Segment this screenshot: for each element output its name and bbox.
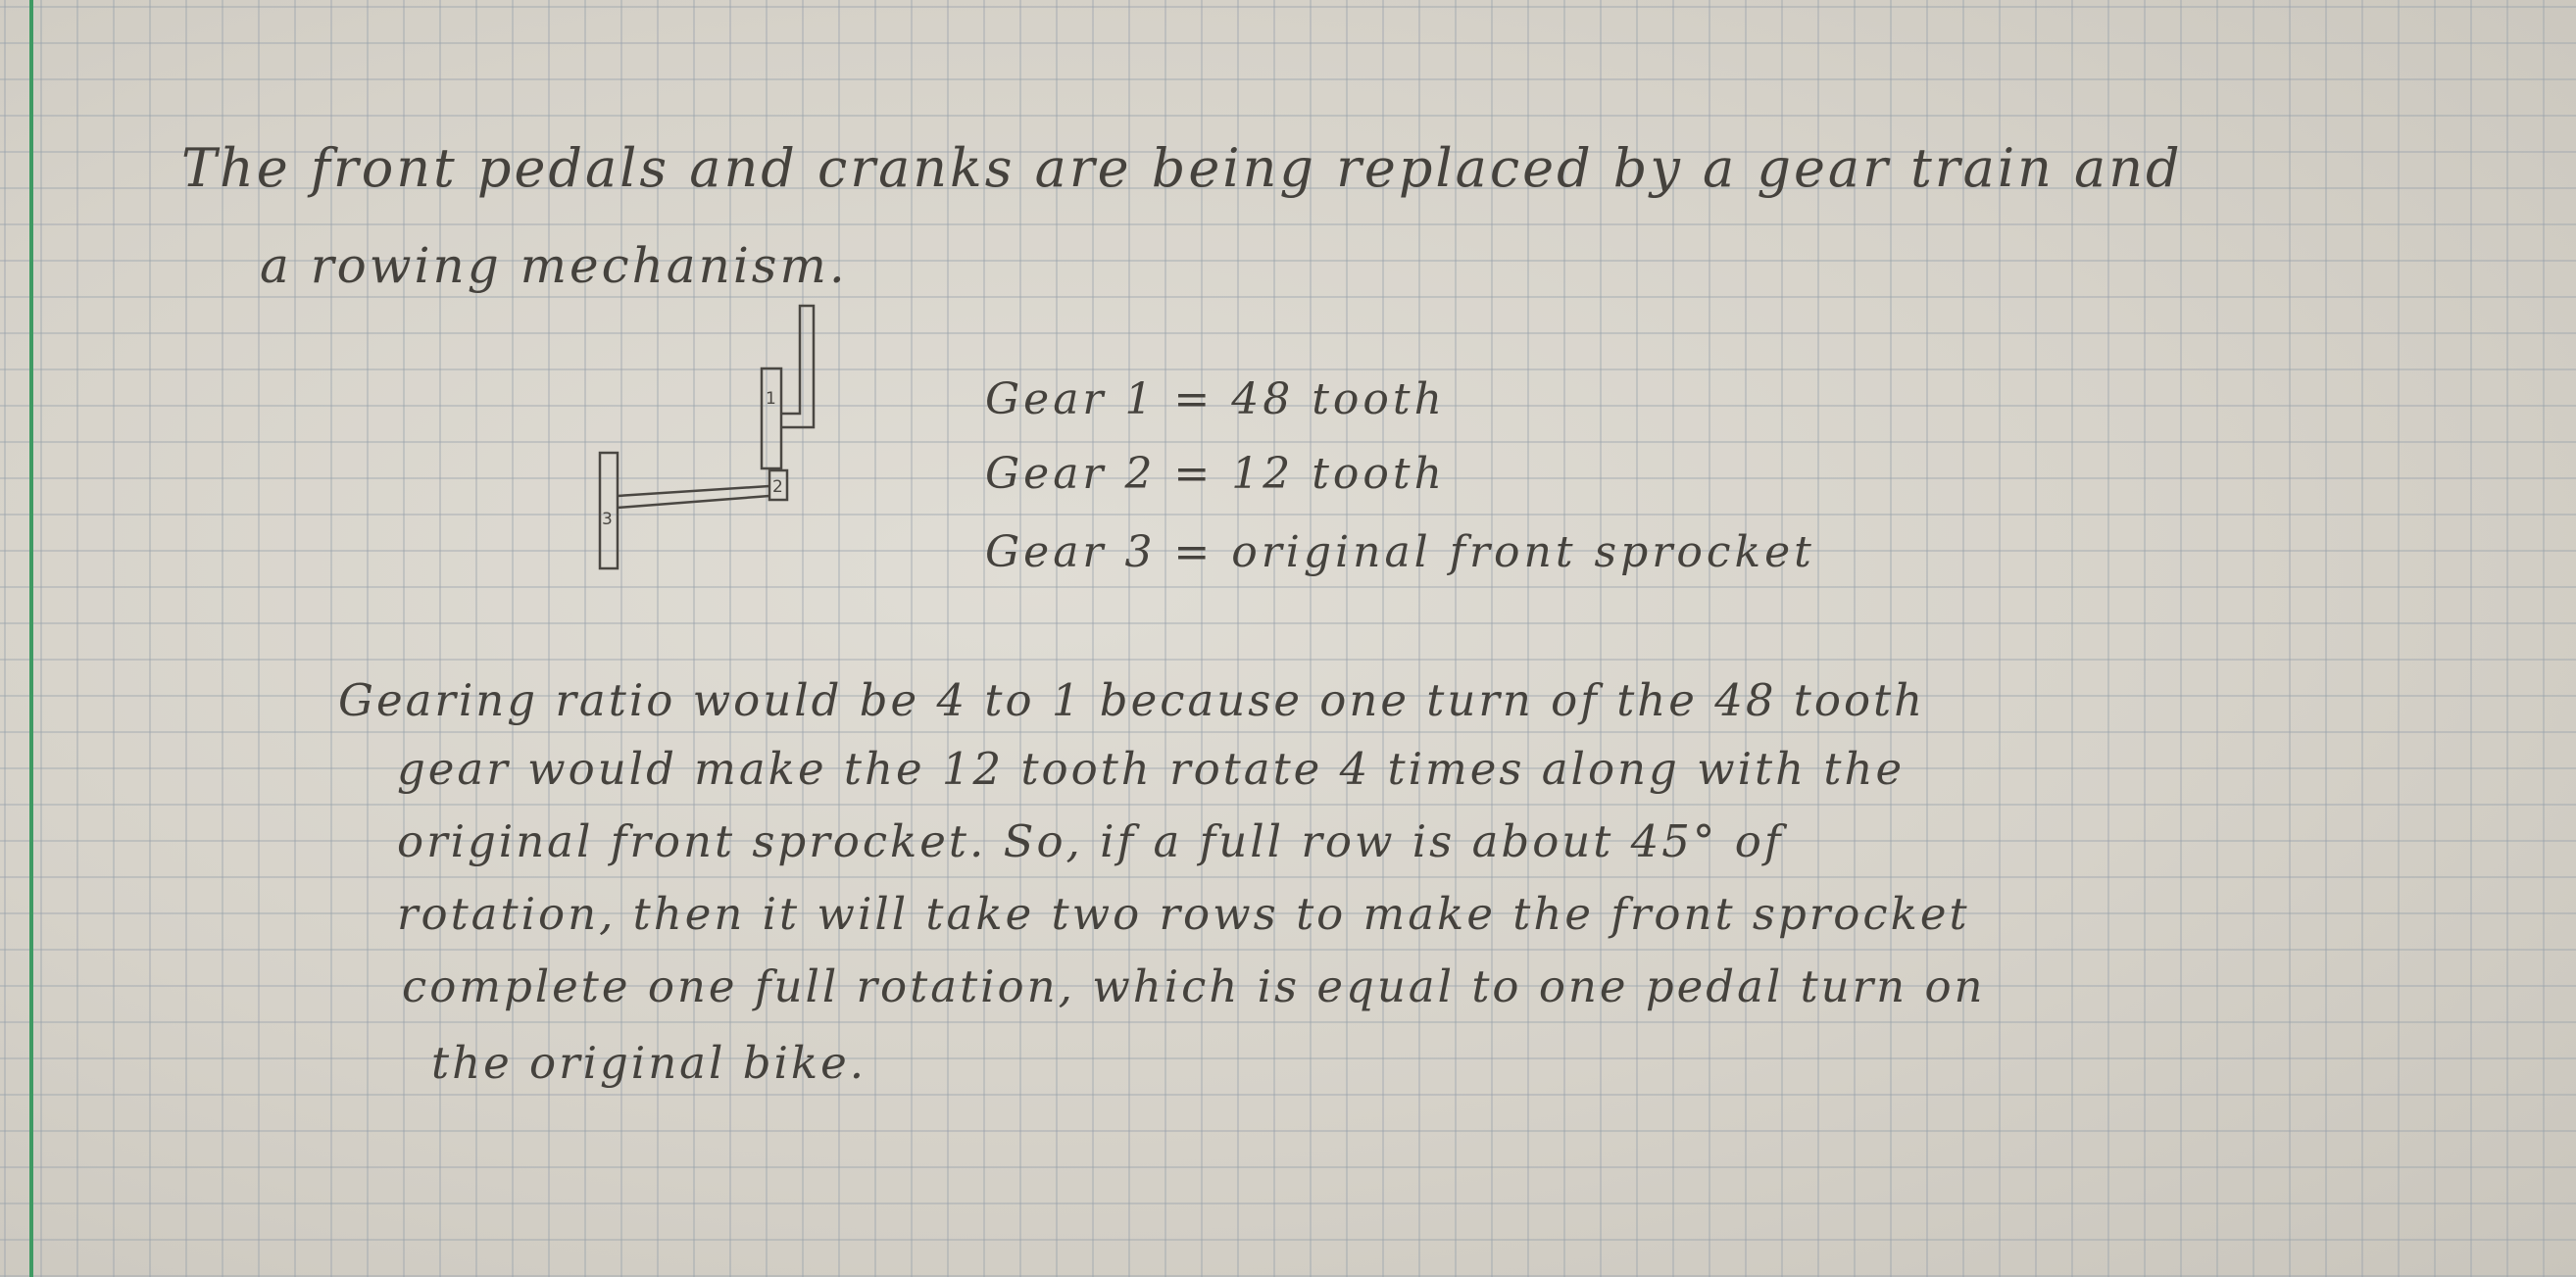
gear-2-label: 2 xyxy=(772,477,783,497)
gear-train-diagram xyxy=(578,294,872,588)
explanation-line-2: gear would make the 12 tooth rotate 4 times along with the xyxy=(397,743,1906,795)
explanation-line-6: the original bike. xyxy=(431,1037,867,1089)
shaft-bottom xyxy=(618,496,769,508)
gear-1-spec: Gear 1 = 48 tooth xyxy=(985,374,1446,424)
intro-line-1: The front pedals and cranks are being replaced by a gear train and xyxy=(181,137,2183,199)
rowing-handle xyxy=(781,306,814,427)
gear-2-spec: Gear 2 = 12 tooth xyxy=(985,449,1446,499)
gear-1-label: 1 xyxy=(766,389,776,409)
explanation-line-3: original front sprocket. So, if a full row is about 45° of xyxy=(397,815,1784,867)
explanation-line-4: rotation, then it will take two rows to make the front sprocket xyxy=(397,888,1970,940)
explanation-line-1: Gearing ratio would be 4 to 1 because one turn of the 48 tooth xyxy=(338,674,1926,726)
shaft-top xyxy=(618,486,769,496)
explanation-line-5: complete one full rotation, which is equal to one pedal turn on xyxy=(402,960,1986,1012)
gear-3-label: 3 xyxy=(602,510,613,529)
gear-3-spec: Gear 3 = original front sprocket xyxy=(985,527,1815,577)
gear-1-shape xyxy=(762,368,781,468)
gear-train-sketch xyxy=(578,294,872,588)
intro-line-2: a rowing mechanism. xyxy=(260,237,848,294)
